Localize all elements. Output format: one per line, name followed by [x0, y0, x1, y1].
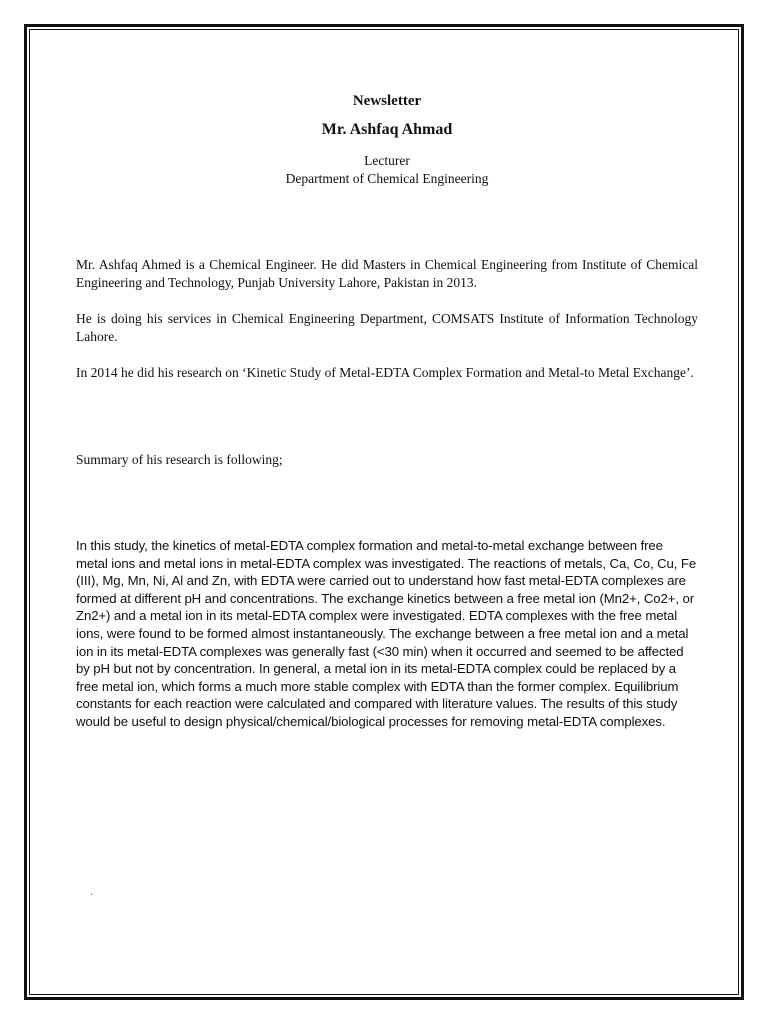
document-header: [76, 92, 698, 188]
bio-paragraph-employment: He is doing his services in Chemical Engineering Department, COMSATS Institute of Information Technology Lahore.: [76, 311, 698, 344]
person-name: Mr. Ashfaq Ahmad: [321, 121, 453, 138]
person-role: Lecturer: [364, 153, 410, 168]
footer-mark: .: [90, 887, 93, 898]
newsletter-title: Newsletter: [352, 93, 422, 109]
bio-paragraph-research: In 2014 he did his research on ‘Kinetic Study of Metal-EDTA Complex Formation and Metal-to Metal Exchange’.: [76, 365, 694, 380]
summary-intro: Summary of his research is following;: [76, 451, 283, 467]
person-department: Department of Chemical Engineering: [285, 171, 489, 186]
research-summary: In this study, the kinetics of metal-EDTA complex formation and metal-to-metal exchange between free metal ions and metal ions in metal-EDTA complex was investigated. The reactions of metals, Ca, Co, Cu, Fe (III), Mg, Mn, Ni, Al and Zn, with EDTA were carried out to understand how fast metal-EDTA complexes are formed at different pH and concentrations. The exchange kinetics between a free metal ion (Mn2+, Co2+, or Zn2+) and a metal ion in its metal-EDTA complex were investigated. EDTA complexes with the free metal ions, were found to be formed almost instantaneously. The exchange between a free metal ion and a metal ion in its metal-EDTA complexes was generally fast (<30 min) when it occurred and seemed to be affected by pH but not by concentration. In general, a metal ion in its metal-EDTA complex could be replaced by a free metal ion, which forms a much more stable complex with EDTA than the former complex. Equilibrium constants for each reaction were calculated and compared with literature values. The results of this study would be useful to design physical/chemical/biological processes for removing metal-EDTA complexes.: [76, 538, 697, 729]
bio-paragraph-education: Mr. Ashfaq Ahmed is a Chemical Engineer. He did Masters in Chemical Engineering from Institute of Chemical Engineering and Technology, Punjab University Lahore, Pakistan in 2013.: [76, 257, 698, 290]
document-page: [76, 92, 698, 731]
